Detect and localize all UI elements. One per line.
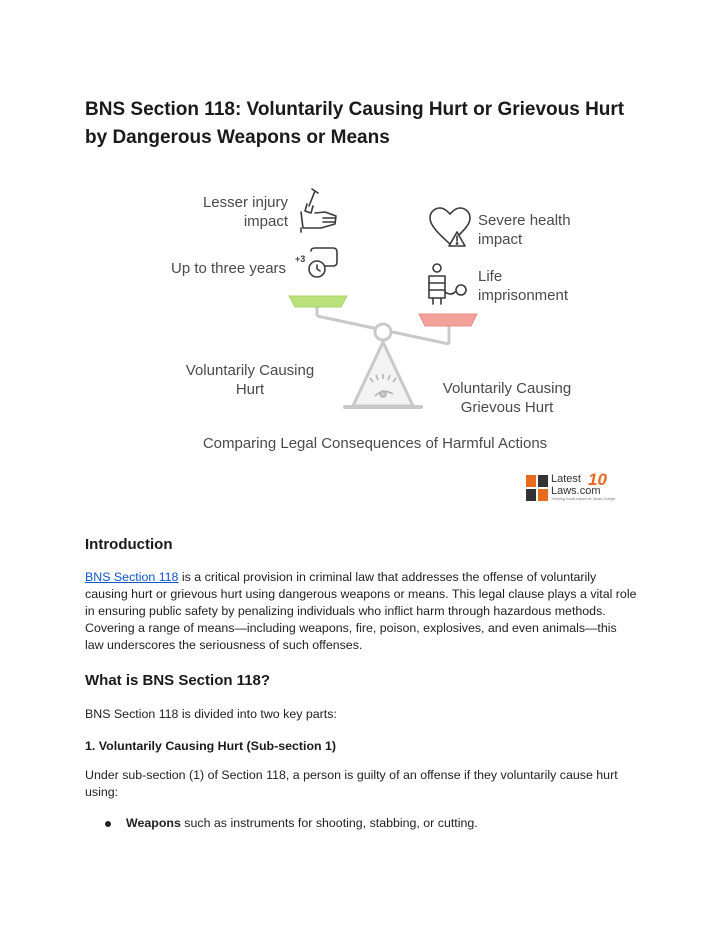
right-offense-label: Voluntarily Causing Grievous Hurt xyxy=(442,380,572,416)
clock-plus-icon xyxy=(309,248,337,277)
right-pan xyxy=(419,314,477,326)
syringe-hand-icon xyxy=(301,189,336,232)
prisoner-icon xyxy=(429,264,466,304)
list-item: Weapons such as instruments for shooting, stabbing, or cutting. xyxy=(85,816,478,830)
infographic-caption: Comparing Legal Consequences of Harmful Actions xyxy=(202,435,548,452)
badge-plus-three: +3 xyxy=(295,254,306,264)
logo-mark xyxy=(526,475,548,501)
left-offense-label: Voluntarily Causing Hurt xyxy=(185,362,315,398)
subsection1-heading: 1. Voluntarily Causing Hurt (Sub-section 1) xyxy=(85,739,337,753)
subsection1-paragraph: Under sub-section (1) of Section 118, a person is guilty of an offense if they voluntarily cause hurt using: xyxy=(85,768,618,799)
scale-pivot xyxy=(375,324,391,340)
scale-infographic xyxy=(165,180,585,460)
logo-tagline: Trending Social Impact for Smart Change xyxy=(551,497,616,501)
latestlaws-logo[interactable] xyxy=(526,470,616,504)
heart-warning-icon xyxy=(430,208,470,246)
introduction-paragraph: BNS Section 118 is a critical provision in criminal law that addresses the offense of voluntarily causing hurt or grievous hurt using dangerous weapons or means. This legal clause plays a vital role in ensuring public safety by penalizing individuals who inflict harm through hazardous methods. Covering a range of means—including weapons, fire, poison, explosives, and even animals—this law underscores the seriousness of such offenses. xyxy=(85,570,637,652)
what-is-paragraph: BNS Section 118 is divided into two key parts: xyxy=(85,707,337,721)
what-is-heading: What is BNS Section 118? xyxy=(85,672,271,689)
logo-ten-years: 10 xyxy=(588,470,607,489)
bullet-dot xyxy=(105,821,111,827)
left-term-label: Up to three years xyxy=(171,260,287,277)
left-impact-label: Lesser injury impact xyxy=(202,194,288,230)
right-impact-label: Severe health impact xyxy=(478,212,571,248)
introduction-heading: Introduction xyxy=(85,536,173,553)
logo-wordmark: Latest Laws.com xyxy=(551,473,601,497)
subsection1-bullet-list xyxy=(85,816,478,830)
left-pan xyxy=(289,296,347,307)
bns-section-link[interactable]: BNS Section 118 xyxy=(85,570,179,584)
right-term-label: Life imprisonment xyxy=(478,268,569,304)
page-title: BNS Section 118: Voluntarily Causing Hurt or Grievous Hurt by Dangerous Weapons or Means xyxy=(85,99,625,148)
